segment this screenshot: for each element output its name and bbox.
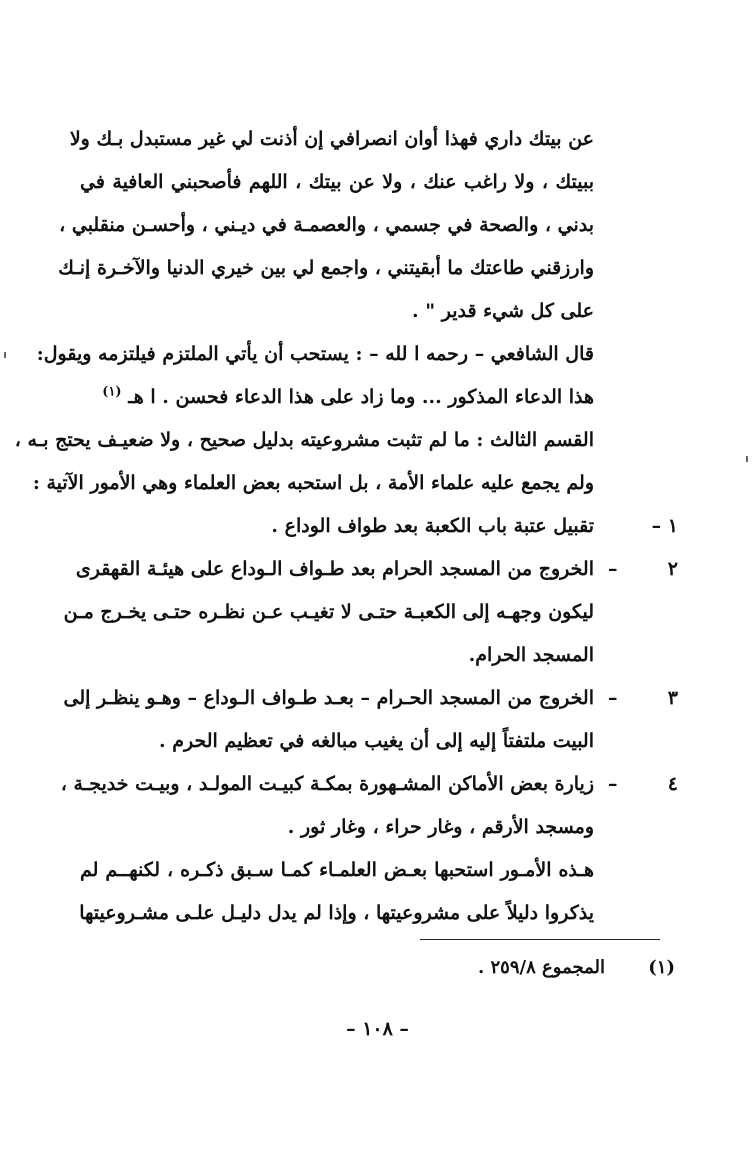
text-line-7-body: هذا الدعاء المذكور ... وما زاد على هذا الدعاء فحسن . ا هـ [128, 386, 594, 408]
text-line-7 [80, 376, 594, 419]
edge-mark-right [746, 456, 748, 462]
footnote-reference: (١) [102, 384, 122, 400]
list-item-1-number: ١ – [651, 515, 678, 537]
list-item-1 [80, 505, 678, 548]
text-line-2: ببيتك ، ولا راغب عنك ، ولا عن بيتك ، اللهم فأصحبني العافية في [80, 171, 594, 193]
text-line-6: قال الشافعي – رحمه ا لله – : يستحب أن يأتي الملتزم فيلتزمه ويقول: [36, 343, 594, 365]
list-item-2-line-1: الخروج من المسجد الحرام بعد طـواف الـوداع على هيئـة القهقرى [75, 558, 594, 580]
text-line-8: القسم الثالث : ما لم تثبت مشروعيته بدليل صحيح ، ولا ضعيـف يحتج بـه ، [14, 429, 594, 451]
list-item-4-number: ٤ – [608, 773, 678, 795]
list-item-4-line-1: زيارة بعض الأماكن المشـهورة بمكـة كبيـت المولـد ، وبيـت خديجـة ، [60, 773, 594, 795]
list-item-2-line-2: ليكون وجهـه إلى الكعبـة حتـى لا تغيـب عـن نظـره حتـى يخـرج مـن [63, 601, 594, 623]
text-line-1: عن بيتك داري فهذا أوان انصرافي إن أذنت لي غير مستبدل بـك ولا [69, 128, 594, 150]
page-number: – ١٠٨ – [346, 1018, 409, 1040]
text-line-5: على كل شيء قدير " . [411, 300, 594, 322]
footnote-number: (١) [648, 957, 675, 978]
list-item-3-number: ٣ – [608, 687, 678, 709]
footnote-text: المجموع ٢٥٩/٨ . [477, 957, 605, 978]
closing-line-1: هـذه الأمـور استحبها بعـض العلمـاء كمـا سـبق ذكـره ، لكنهــم لم [80, 859, 594, 881]
list-item-3 [63, 677, 678, 720]
list-item-2-line-3: المسجد الحرام. [468, 644, 594, 666]
list-item-4 [60, 763, 678, 806]
text-line-3: بدني ، والصحة في جسمي ، والعصمـة في ديـني ، وأحسـن منقلبي ، [59, 214, 594, 236]
list-item-2 [75, 548, 678, 591]
text-line-9: ولم يجمع عليه علماء الأمة ، بل استحبه بعض العلماء وهي الأمور الآتية : [32, 472, 594, 494]
list-item-2-number: ٢ – [608, 558, 678, 580]
closing-line-2: يذكروا دليلاً على مشروعيتها ، وإذا لم يدل دليـل علـى مشـروعيتها [79, 902, 594, 924]
text-line-4: وارزقني طاعتك ما أبقيتني ، واجمع لي بين خيري الدنيا والآخـرة إنـك [58, 257, 594, 279]
main-text [14, 118, 678, 935]
list-item-3-line-2: البيت ملتفتاً إليه إلى أن يغيب مبالغه في تعظيم الحرم . [158, 730, 594, 752]
list-item-3-line-1: الخروج من المسجد الحـرام – بعـد طـواف الـوداع – وهـو ينظـر إلى [63, 687, 594, 709]
footnote-divider [420, 939, 660, 940]
list-item-4-line-2: ومسجد الأرقم ، وغار حراء ، وغار ثور . [287, 816, 594, 838]
list-item-1-line-1: تقبيل عتبة باب الكعبة بعد طواف الوداع . [271, 515, 594, 537]
edge-mark-left [4, 352, 6, 358]
